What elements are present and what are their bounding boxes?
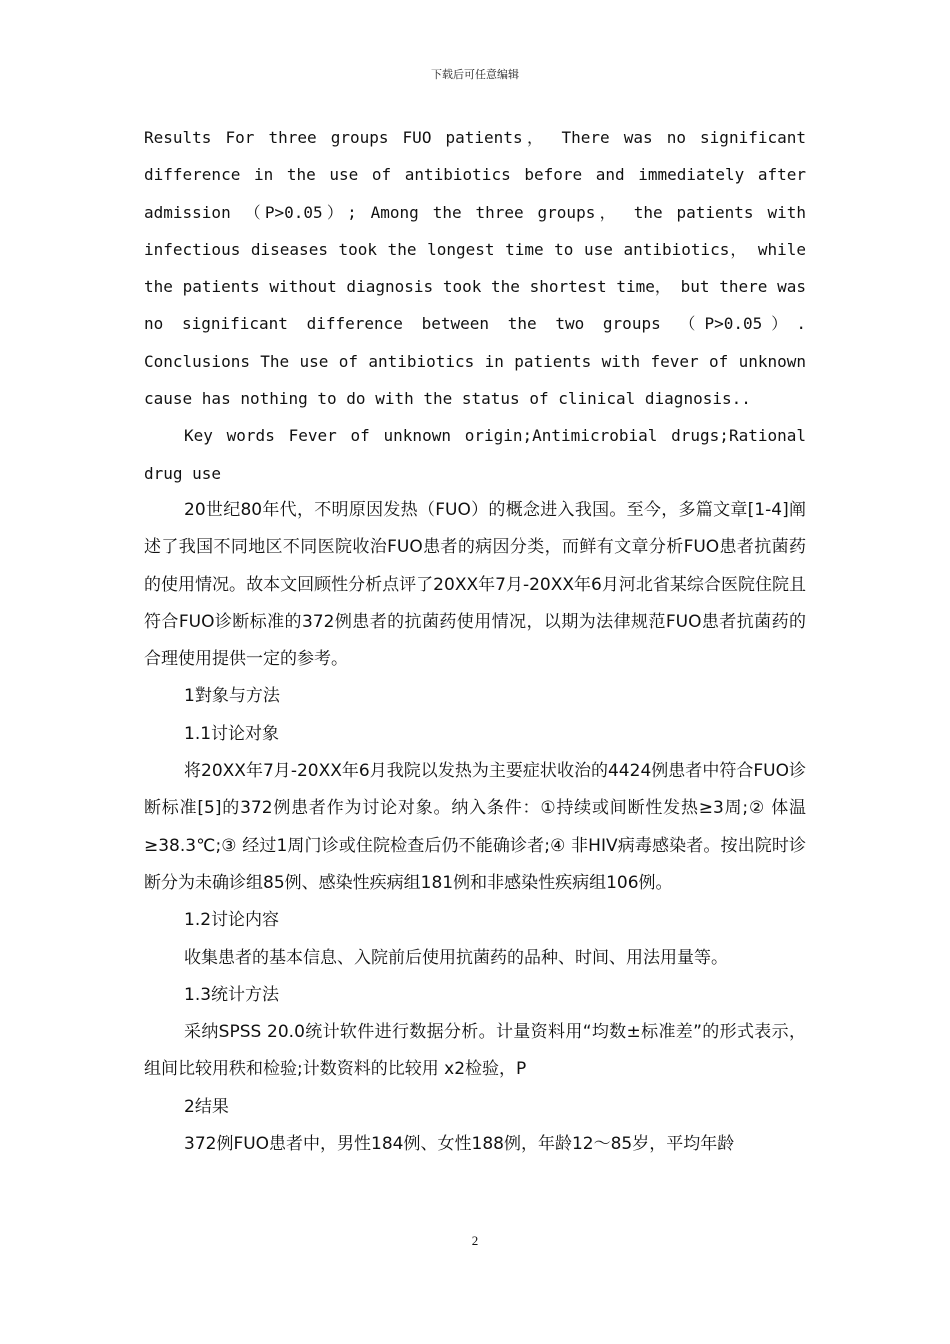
- section-1-heading: 1對象与方法: [184, 686, 280, 707]
- keywords-paragraph: Key words Fever of unknown origin;Antimicrobial drugs;Rational drug use: [144, 426, 806, 483]
- section-1-1-heading: 1.1讨论对象: [184, 723, 280, 744]
- section-1-1-paragraph: 将20XX年7月-20XX年6月我院以发热为主要症状收治的4424例患者中符合FUO诊断标准[5]的372例患者作为讨论对象。纳入条件：①持续或间断性发热≥3周;② 体温≥38.3℃;③ 经过1周门诊或住院检查后仍不能确诊者;④ 非HIV病毒感染者。按出院时诊断分为未确诊组85例、感染性疾病组181例和非感染性疾病组106例。: [144, 761, 806, 893]
- abstract-results-paragraph: Results For three groups FUO patients， There was no significant difference in the use of antibiotics before and immediately after admission （P>0.05）; Among the three groups， the patients with infectious diseases took the longest time to use antibiotics， while the patients without diagnosis took the shortest time， but there was no significant difference between the two groups （P>0.05）. Conclusions The use of antibiotics in patients with fever of unknown cause has nothing to do with the status of clinical diagnosis..: [144, 128, 807, 409]
- section-1-3-heading: 1.3统计方法: [184, 984, 280, 1005]
- abstract-block: [144, 119, 806, 492]
- section-1-3-paragraph: 采纳SPSS 20.0统计软件进行数据分析。计量资料用“均数±标准差”的形式表示，组间比较用秩和检验;计数资料的比较用 x2检验，P: [144, 1022, 806, 1080]
- page-header: 下载后可任意编辑: [431, 68, 519, 81]
- section-1-2-heading: 1.2讨论内容: [184, 910, 280, 931]
- intro-paragraph: 20世纪80年代，不明原因发热（FUO）的概念进入我国。至今，多篇文章[1-4]阐述了我国不同地区不同医院收治FUO患者的病因分类，而鲜有文章分析FUO患者抗菌药的使用情况。故本文回顾性分析点评了20XX年7月-20XX年6月河北省某综合医院住院且符合FUO诊断标准的372例患者的抗菌药使用情况，以期为法律规范FUO患者抗菌药的合理使用提供一定的参考。: [144, 500, 806, 670]
- section-2-heading: 2结果: [184, 1096, 229, 1117]
- section-2-paragraph: 372例FUO患者中，男性184例、女性188例，年龄12～85岁，平均年龄: [184, 1134, 735, 1155]
- main-text: [144, 492, 806, 1163]
- section-1-2-paragraph: 收集患者的基本信息、入院前后使用抗菌药的品种、时间、用法用量等。: [184, 947, 728, 968]
- page-number: 2: [471, 1233, 479, 1248]
